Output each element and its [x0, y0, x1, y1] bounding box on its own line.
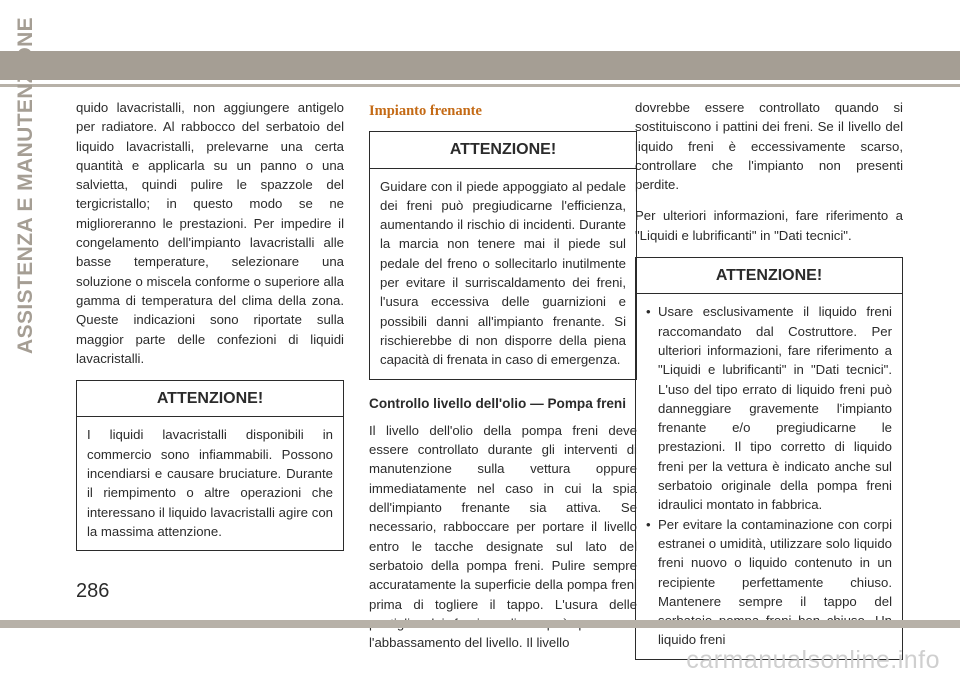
warning-box-brake-fluid — [635, 257, 903, 660]
warning-list-item: • Usare esclusivamente il liquido freni raccomandato dal Costruttore. Per ulteriori informazioni, fare riferimento a "Liquidi e lubrificanti" in "Dati tecnici". L'uso del tipo errato di liquido freni può danneggiare gravemente l'impianto frenante e/o pregiudicarne le prestazioni. Il tipo corretto di liquido freni per la vettura è indicato anche sul serbatoio originale della pompa freni idraulici montato in fabbrica. — [646, 302, 892, 514]
warning-box-brakes — [369, 131, 637, 379]
warning-divider — [370, 168, 636, 169]
warning-divider — [636, 293, 902, 294]
watermark: carmanualsonline.info — [686, 646, 940, 674]
column-3 — [635, 98, 903, 674]
warning-list — [646, 302, 892, 649]
page-number: 286 — [76, 580, 110, 602]
section-side-title: ASSISTENZA E MANUTENZIONE — [14, 16, 37, 354]
warning-text: I liquidi lavacristalli disponibili in commercio sono infiammabili. Possono incendiarsi e causare bruciature. Durante il riempimento o altre operazioni che interessano il liquido lavacristalli agire con la massima attenzione. — [87, 427, 333, 539]
washer-fluid-paragraph: quido lavacristalli, non aggiungere antigelo per radiatore. Al rabbocco del serbatoio del liquido lavacristalli, prelevarne una certa quantità e applicarla su un panno o una salvietta, quindi pulire le spazzole del tergicristallo; in questo modo se ne miglioreranno le prestazioni. Per impedire il congelamento dell'impianto lavacristalli alle basse temperature, selezionare una soluzione o miscela conforme o superiore alla gamma di temperatura del clima della zona. Queste indicazioni sono riportate sulla maggior parte delle confezioni di liquidi lavacristalli. — [76, 100, 344, 366]
warning-box-washer — [76, 380, 344, 551]
section-heading-brakes: Impianto frenante — [369, 103, 482, 119]
warning-title: ATTENZIONE! — [449, 141, 557, 159]
subheading-brake-fluid-level: Controllo livello dell'olio — Pompa freni — [369, 395, 627, 411]
warning-title: ATTENZIONE! — [715, 267, 823, 285]
brake-fluid-paragraph: Il livello dell'olio della pompa freni deve essere controllato durante gli interventi di manutenzione sulla vettura oppure immediatamente nel caso in cui la spia dell'impianto frenante sia attiva. Se necessario, rabboccare per portare il livello entro le tacche designate sul lato del serbatoio della pompa freni. Pulire sempre accuratamente la superficie della pompa freni prima di togliere il tappo. L'usura delle l'abbassamento del livello. Il livello — [369, 422, 637, 651]
column-2 — [369, 98, 637, 664]
warning-title: ATTENZIONE! — [156, 390, 264, 408]
header-band — [0, 51, 960, 80]
footer-band — [0, 620, 960, 628]
warning-text: Guidare con il piede appoggiato al pedale dei freni può pregiudicarne l'efficienza, aumentando il rischio di incidenti. Durante la marcia non tenere mai il piede sul pedale del freno o sollecitarlo inutilmente per evitare il surriscaldamento dei freni, l'usura eccessiva delle guarnizioni e possibili danni all'impianto frenante. Si rischierebbe di non disporre della piena capacità di frenata in caso di emergenza. — [380, 178, 626, 368]
warning-list-item: • Per evitare la contaminazione con corpi estranei o umidità, utilizzare solo liquido freni nuovo o liquido contenuto in un recipiente perfettamente chiuso. Mantenere sempre il tappo del liquido freni — [646, 515, 892, 650]
warning-divider — [77, 416, 343, 417]
header-rule — [0, 84, 960, 87]
reference-paragraph: Per ulteriori informazioni, fare riferimento a "Liquidi e lubrificanti" in "Dati tecnici". — [635, 208, 903, 243]
column-1 — [76, 98, 344, 565]
brake-check-paragraph: dovrebbe essere controllato quando si sostituiscono i pattini dei freni. Se il livello del liquido freni è eccessivamente scarso, controllare che l'impianto non presenti perdite. — [635, 100, 903, 193]
